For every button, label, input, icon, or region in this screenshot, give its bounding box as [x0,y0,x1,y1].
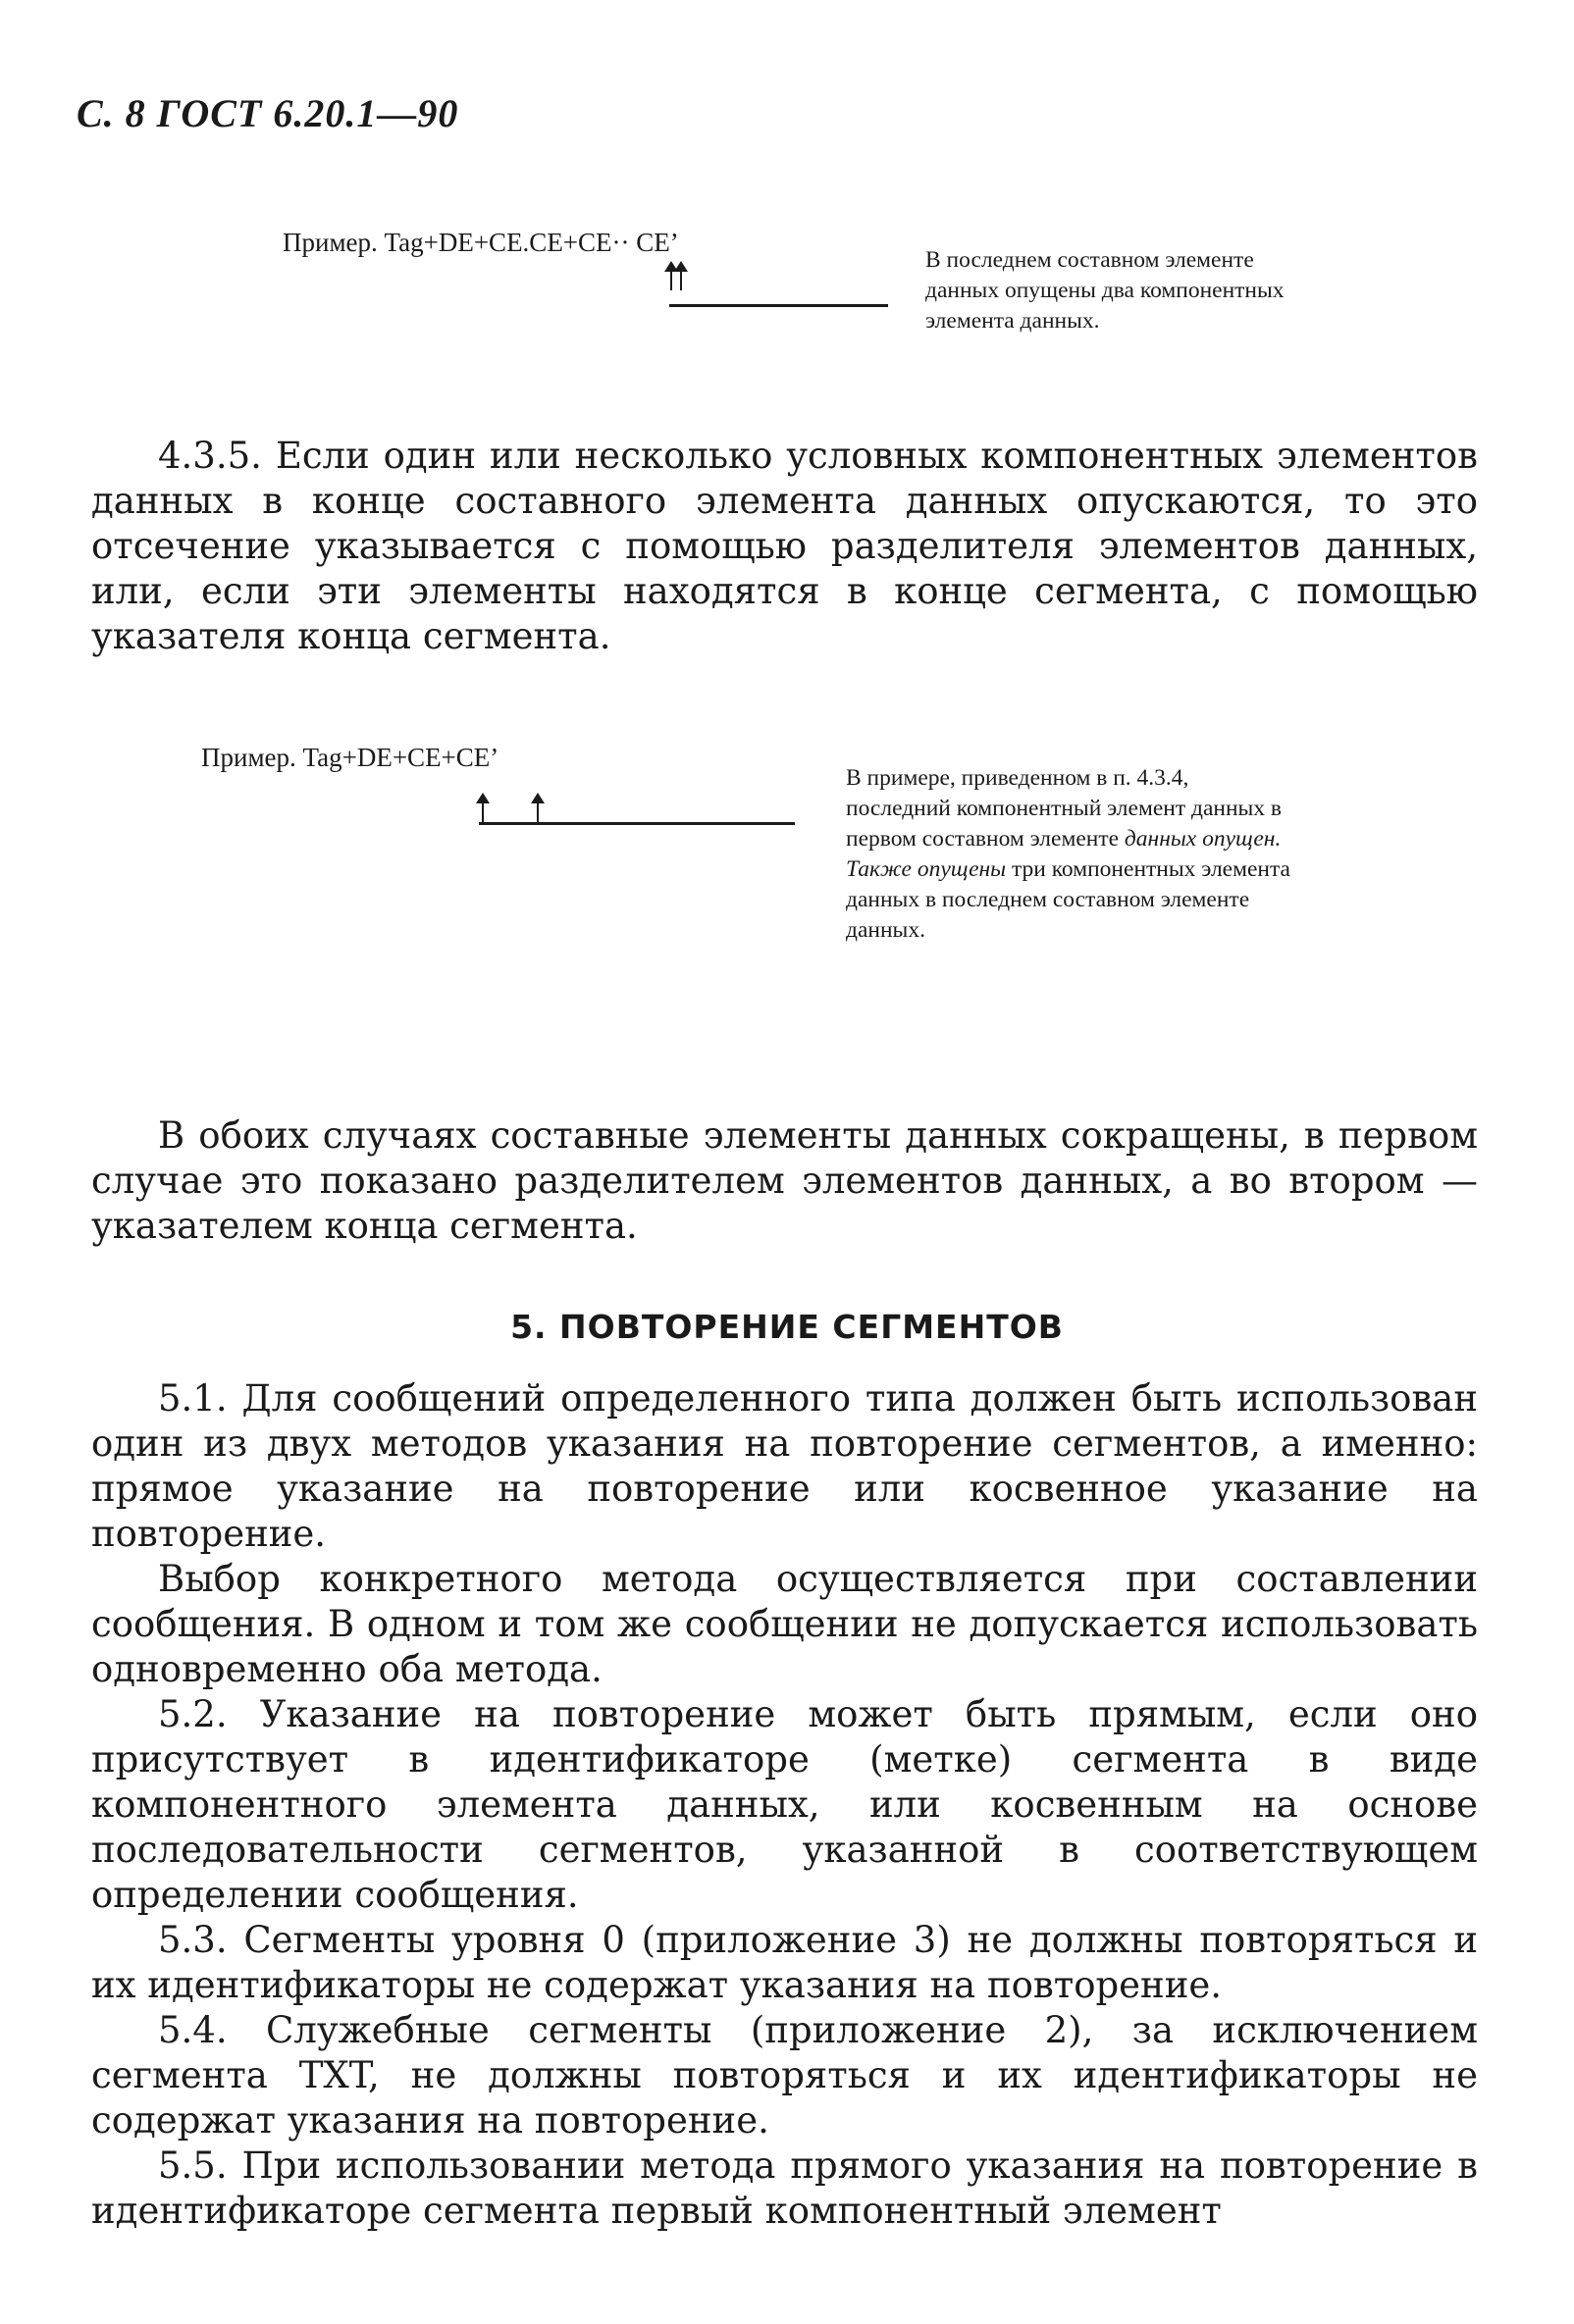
example-2-note-normal: В примере, приведенном в п. 4.3.4, последний компонентный элемент данных в первом составном элементе [846,765,1283,852]
paragraph-method-choice: Выбор конкретного метода осуществляется при составлении сообщения. В одном и том же сообщении не допускается использовать одновременно оба метода. [91,1558,1478,1690]
example-2-note [846,763,1292,946]
example-1-code: Пример. Tag+DE+CE.CE+CE·· CE’ [283,228,679,257]
paragraph-both-cases [91,1113,1478,1249]
example-2-code: Пример. Tag+DE+CE+CE’ [201,743,499,772]
paragraph-4-3-5 [91,434,1478,659]
section-title: 5. ПОВТОРЕНИЕ СЕГМЕНТОВ [510,1308,1064,1346]
section-5-body [91,1376,1478,2234]
example-2-note-tail: три компонентных элемента данных в последнем составном элементе данных. [846,856,1290,943]
example-2-arrow-b [537,797,539,822]
page-header: С. 8 ГОСТ 6.20.1—90 [77,91,459,135]
example-1-arrow-b [680,265,682,290]
paragraph-5-3: 5.3. Сегменты уровня 0 (приложение 3) не должны повторяться и их идентификаторы не содержат указания на повторение. [91,1919,1478,2006]
paragraph-both-cases-text: В обоих случаях составные элементы данных сокращены, в первом случае это показано разделителем элементов данных, а во втором — указателем конца сегмента. [91,1114,1478,1247]
paragraph-5-4: 5.4. Служебные сегменты (приложение 2), за исключением сегмента TXT, не должны повторяться и их идентификаторы не содержат указания на повторение. [91,2009,1478,2142]
paragraph-5-1: 5.1. Для сообщений определенного типа должен быть использован один из двух методов указания на повторение сегментов, а именно: прямое указание на повторение или косвенное указание на повторение. [91,1377,1478,1555]
example-2-arrow-a [482,797,484,822]
example-2-underline [479,822,795,825]
paragraph-5-2: 5.2. Указание на повторение может быть прямым, если оно присутствует в идентификаторе (метке) сегмента в виде компонентного элемента данных, или косвенным на основе последовательности сегментов, указанной в соответствующем определении сообщения. [91,1693,1478,1916]
paragraph-5-5: 5.5. При использовании метода прямого указания на повторение в идентификаторе сегмента первый компонентный элемент [91,2144,1478,2232]
example-1-underline [669,304,888,307]
paragraph-4-3-5-text: 4.3.5. Если один или несколько условных компонентных элементов данных в конце составного элемента данных опускаются, то это отсечение указывается с помощью разделителя элементов данных, или, если эти элементы находятся в конце сегмента, с помощью указателя конца сегмента. [91,435,1478,657]
example-1-note: В последнем составном элементе данных опущены два компонентных элемента данных. [925,247,1285,334]
example-2-note-italic: данных опущен. Также опущены [846,826,1282,882]
example-1-arrow-a [670,265,672,290]
